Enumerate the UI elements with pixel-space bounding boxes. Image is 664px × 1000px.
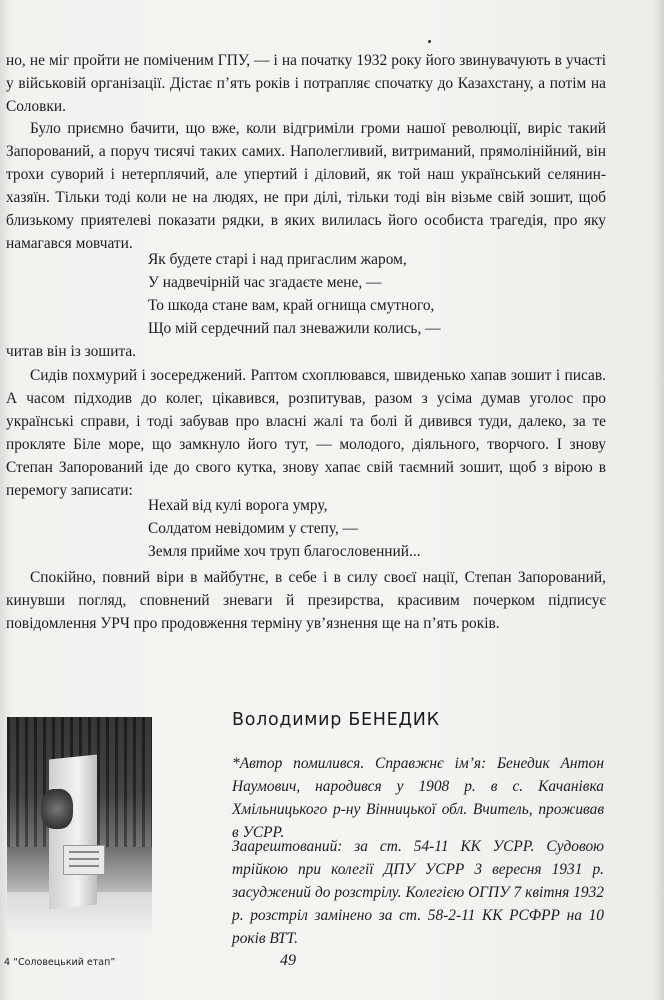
page-edge-shadow bbox=[654, 0, 664, 1000]
wreath bbox=[41, 789, 73, 829]
verse-line: Солдатом невідомим у степу, — bbox=[148, 520, 359, 537]
paragraph-character: Було приємно бачити, що вже, коли відгриміли громи нашої революції, виріс такий Запорований, а поруч тисячі таких самих. Наполегливий, витриманий, прямолінійний, він трохи суворий і нетерплячий, але упертий і діловий, як той наш український селянин-хазяїн. Тільки тоді коли не на людях, не при ділі, тільки тоді він візьме свій зошит, щоб близькому приятелеві показати рядки, в яких вилилась його особиста трагедія, про яку намагався мовчати. bbox=[6, 120, 606, 252]
paragraph-reading: читав він із зошита. bbox=[6, 343, 137, 360]
memorial-photo bbox=[7, 717, 152, 934]
verse-block-1 bbox=[148, 248, 441, 340]
memorial-plaque bbox=[63, 845, 105, 875]
paragraph-arrest: но, не міг пройти не поміченим ГПУ, — і на початку 1932 року його звинувачують в участі у військовій організації. Дістає п’ять років і потрапляє спочатку до Казахстану, а потім на Соловки. bbox=[6, 52, 606, 115]
print-speck bbox=[428, 40, 431, 43]
verse-line: Як будете старі і над пригаслим жаром, bbox=[148, 251, 407, 268]
author-name: Володимир БЕНЕДИК bbox=[232, 710, 440, 730]
verse-line: Нехай від кулі ворога умру, bbox=[148, 497, 328, 514]
author-note-bio: *Автор помилився. Справжнє ім’я: Бенедик Антон Наумович, народився у 1908 р. в с. Качанівка Хмільницького р-ну Вінницької обл. Вчитель, проживав в УСРР. bbox=[232, 755, 604, 841]
verse-line: У надвечірній час згадаєте мене, — bbox=[148, 274, 382, 291]
verse-line: Земля прийме хоч труп благословенний... bbox=[148, 543, 421, 560]
verse-block-2 bbox=[148, 494, 421, 563]
paragraph-signature: Спокійно, повний віри в майбутнє, в себе і в силу своєї нації, Степан Запорований, кинувши погляд, сповнений зневаги й презирства, красивим почерком підписує повідомлення УРЧ про продовження терміну ув’язнення ще на п’ять років. bbox=[6, 569, 606, 632]
footer-book-title: 4 “Соловецький етап” bbox=[4, 957, 116, 968]
verse-line: То шкода стане вам, край огнища смутного, bbox=[148, 297, 435, 314]
memorial-stone bbox=[49, 754, 97, 909]
author-note-arrest: Заарештований: за ст. 54-11 КК УСРР. Судовою трійкою при колегії ДПУ УСРР 3 вересня 1931 р. засуджений до розстрілу. Колегією ОГПУ 7 квітня 1932 р. розстріл замінено за ст. 58-2-11 КК РСФРР на 10 років ВТТ. bbox=[232, 838, 604, 947]
paragraph-notebook: Сидів похмурий і зосереджений. Раптом схоплювався, швиденько хапав зошит і писав. А часом підходив до колег, цікавився, розпитував, разом з усіма думав уголос про українські справи, і тоді забував про власні жалі та болі й дивився туди, далеко, за те прокляте Біле море, що замкнуло його тут, — молодого, діяльного, творчого. І знову Степан Запорований іде до свого кутка, знову хапає свій таємний зошит, щоб з вірою в перемогу записати: bbox=[6, 367, 606, 499]
page-number: 49 bbox=[280, 952, 296, 969]
verse-line: Що мій сердечний пал зневажили колись, — bbox=[148, 320, 441, 337]
